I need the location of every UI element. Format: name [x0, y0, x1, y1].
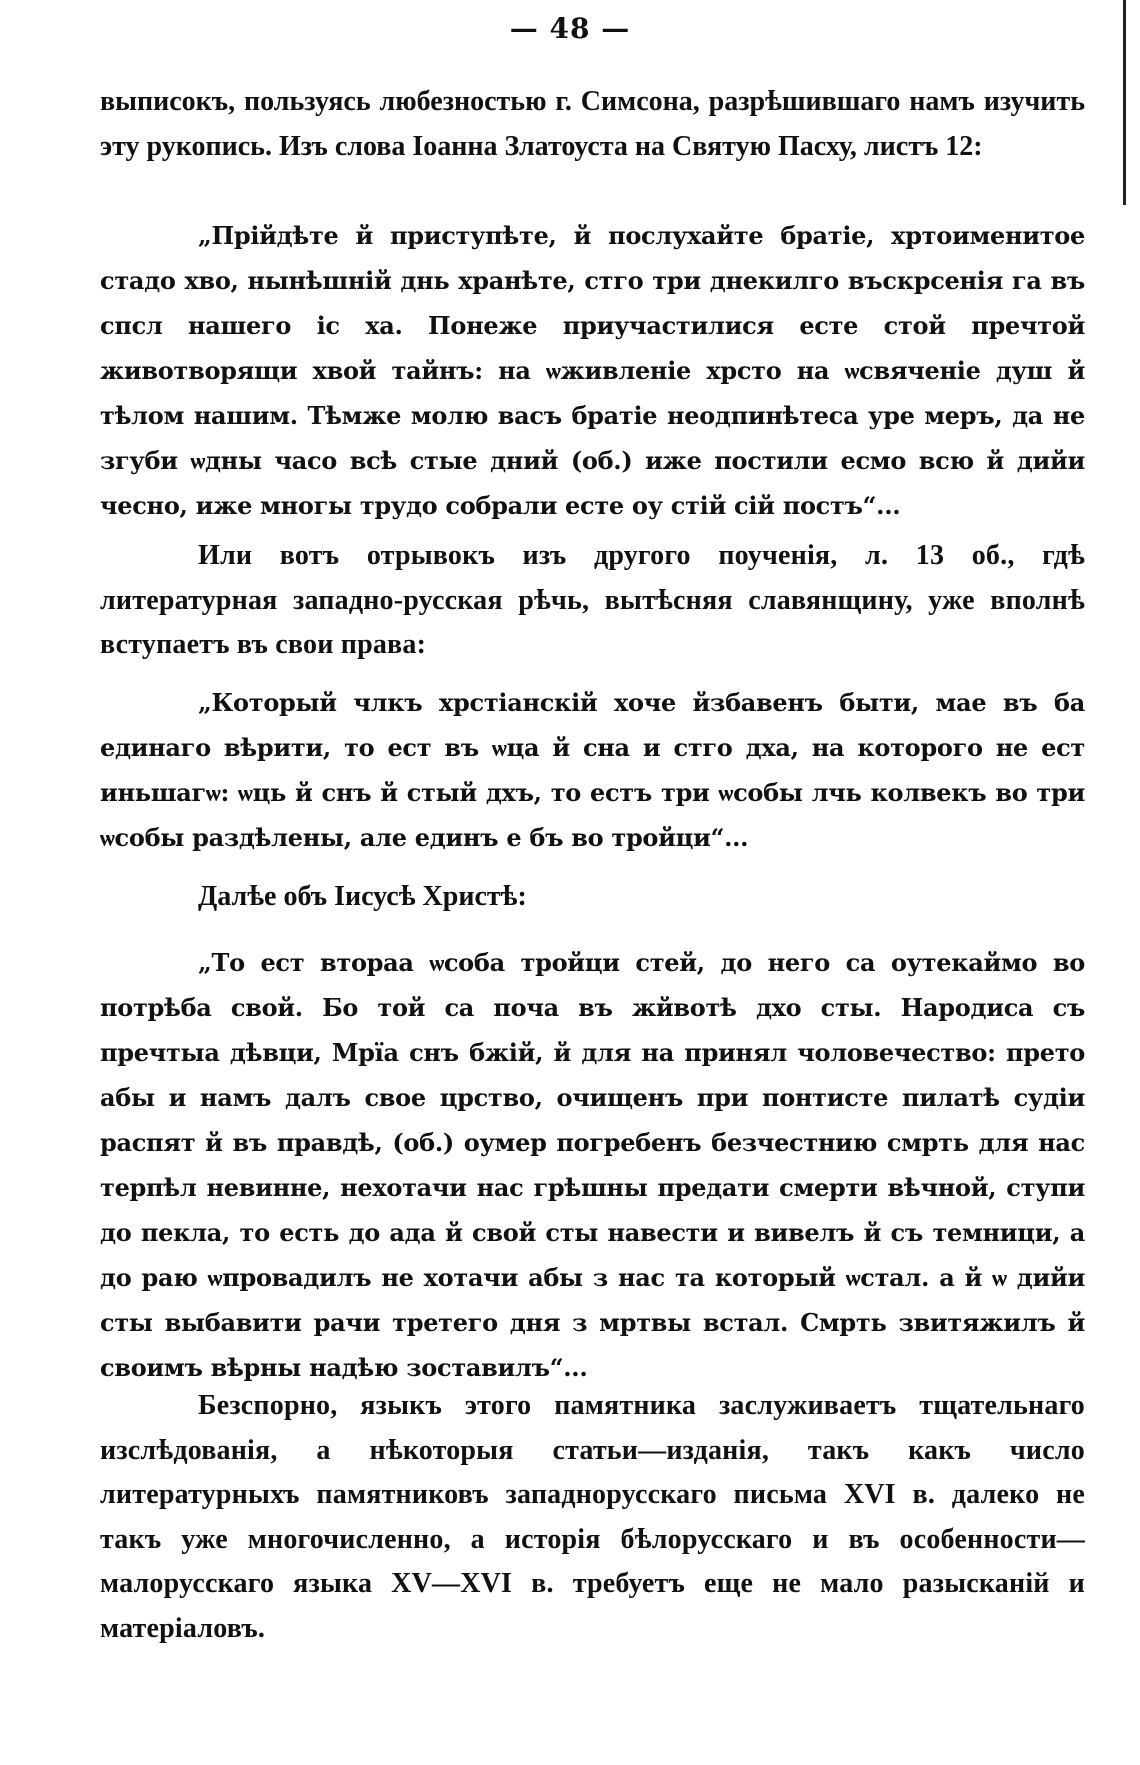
- paragraph-another-lesson: Или вотъ отрывокъ изъ другого поученія, л. 13 об., гдѣ литературная западно-русская рѣчь, вытѣсняя славянщину, уже вполнѣ вступаетъ въ свои права:: [100, 540, 1085, 660]
- paragraph-about-jesus: Далѣе объ Іисусѣ Христѣ:: [198, 881, 527, 912]
- paragraph-conclusion: Безспорно, языкъ этого памятника заслуживаетъ тщательнаго изслѣдованія, а нѣкоторыя статьи—изданія, такъ какъ число литературныхъ памятниковъ западнорусскаго письма XVI в. далеко не такъ уже многочисленно, а исторія бѣлорусскаго и въ особенности—малорусскаго языка XV—XVI в. требуетъ еще не мало разысканій и матеріаловъ.: [100, 1390, 1085, 1644]
- page-number: — 48 —: [509, 12, 631, 45]
- quote-easter-sermon: „Прійдѣте й приступѣте, й послухайте братіе, хртоименитое стадо хво, нынѣшній днь хранѣте, стго три днекилго въскрсенія га въ спсл нашего іс ха. Понеже приучастилися есте стой пречтой животворящи хвой тайнъ: на ѡживленіе хрсто на ѡсвяченіе душ й тѣлом нашим. Тѣмже молю васъ братіе неодпинѣтеса уре меръ, да не згуби ѡдны часо всѣ стые дний (об.) иже постили есмо всю й дийи чесно, иже многы трудо собрали есте оу стій сій постъ“...: [100, 221, 1085, 520]
- intro-paragraph: выписокъ, пользуясь любезностью г. Симсона, разрѣшившаго намъ изучить эту рукопись. Изъ слова Іоанна Златоуста на Святую Пасху, листъ 12:: [100, 86, 1085, 162]
- quote-trinity: „Который члкъ хрстіанскій хоче йзбавенъ быти, мае въ ба единаго вѣрити, то ест въ ѡца й сна и стго дха, на которого не ест иньшагѡ: ѡць й снъ й стый дхъ, то естъ три ѡсобы лчь колвекъ во три ѡсобы раздѣлены, але единъ е бъ во тройци“...: [100, 688, 1085, 852]
- quote-christ: „То ест втораа ѡсоба тройци стей, до него са оутекаймо во потрѣба свой. Бо той са поча въ жйвотѣ дхо сты. Народиса съ пречтыа дѣвци, Мрїа снъ бжій, й для на принял чоловечество: прето абы и намъ далъ свое црство, очищенъ при понтисте пилатѣ судіи распят й въ правдѣ, (об.) оумер погребенъ безчестнию смрть для нас терпѣл невинне, нехотачи нас грѣшны предати смерти вѣчной, ступи до пекла, то есть до ада й свой сты навести и вивелъ й съ темници, а до раю ѡпровадилъ не хотачи абы з нас та который ѡстал. а й ѡ дийи сты выбавити рачи третего дня з мртвы встал. Смрть звитяжилъ й своимъ вѣрны надѣю зоставилъ“...: [100, 948, 1085, 1382]
